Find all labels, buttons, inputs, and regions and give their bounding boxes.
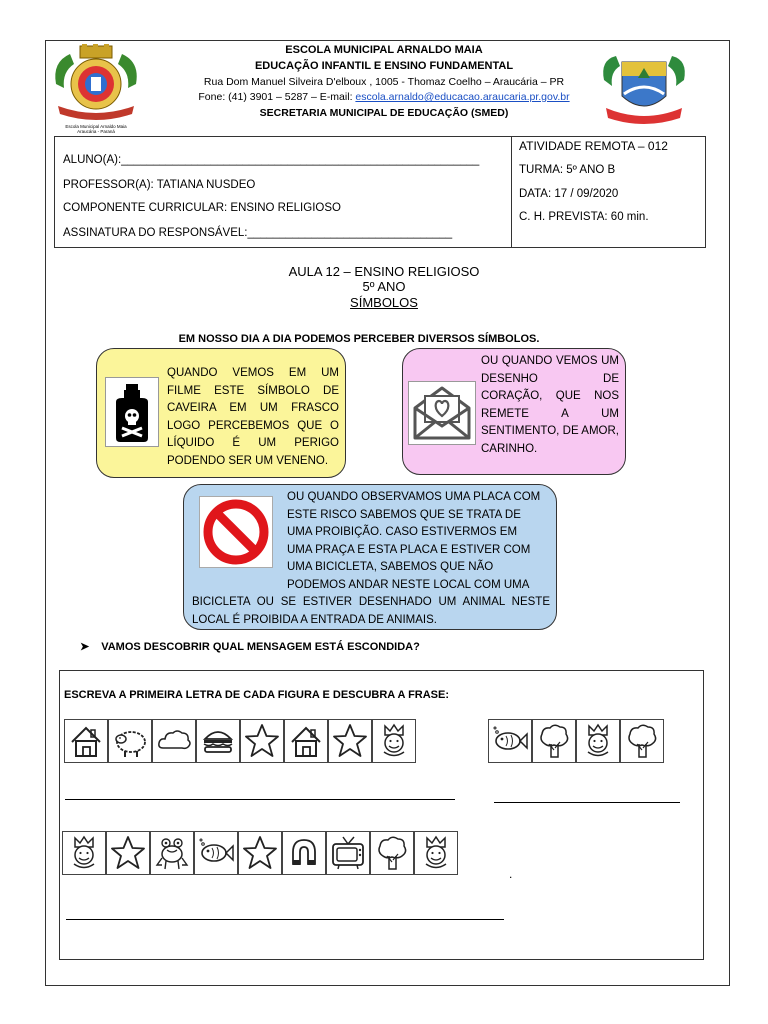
house-icon [64,719,108,763]
heart-envelope-icon [408,381,476,445]
question-text: VAMOS DESCOBRIR QUAL MENSAGEM ESTÁ ESCONDIDA? [101,641,420,653]
phone-text: Fone: (41) 3901 – 5287 – E-mail: [198,91,356,103]
answer-line-2[interactable] [494,802,680,803]
teacher-name: PROFESSOR(A): TATIANA NUSDEO [63,179,256,191]
arrow-bullet-icon: ➤ [80,641,90,653]
tree-icon [532,719,576,763]
curricular-component: COMPONENTE CURRICULAR: ENSINO RELIGIOSO [63,202,341,214]
fish-icon [488,719,532,763]
star-icon [240,719,284,763]
poison-symbol-card [96,348,346,478]
logo-caption-city: Araucária - Paraná [77,129,115,134]
king-icon [414,831,458,875]
hamburger-icon [196,719,240,763]
house-icon [284,719,328,763]
student-info-box [54,136,706,248]
guardian-signature-field[interactable]: ASSINATURA DO RESPONSÁVEL:________________________________ [63,227,453,239]
school-logo [48,44,144,134]
hidden-message-question [80,640,420,653]
sheep-icon [108,719,152,763]
logo-caption: Escola Municipal Arnaldo Maia [65,124,127,129]
heart-card-text: OU QUANDO VEMOS UM DESENHO DE CORAÇÃO, QUE NOS REMETE A UM SENTIMENTO, DE AMOR, CARINHO. [481,355,619,455]
prohibition-card-text-top: OU QUANDO OBSERVAMOS UMA PLACA COM ESTE RISCO SABEMOS QUE SE TRATA DE UMA PROIBIÇÃO. CASO ESTIVERMOS EM UMA PRAÇA E ESTA PLACA E ESTIVER COM UMA BICICLETA, SABEMOS QUE NÃO PODEMOS ANDAR NESTE LOCAL COM UMA [287,491,541,591]
answer-line-3[interactable] [66,919,504,920]
student-name-field[interactable]: ALUNO(A):________________________________________________________ [63,154,480,166]
school-level: EDUCAÇÃO INFANTIL E ENSINO FUNDAMENTAL [254,60,514,72]
tv-icon [326,831,370,875]
row-end-period: . [509,867,513,881]
tree-icon [620,719,664,763]
lesson-topic: SÍMBOLOS [350,295,418,310]
frog-icon [150,831,194,875]
email-link[interactable]: escola.arnaldo@educacao.araucaria.pr.gov.br [355,91,570,103]
star-icon [238,831,282,875]
answer-line-1[interactable] [65,799,455,800]
prohibition-symbol-card [183,484,557,630]
info-divider [511,137,512,247]
poison-card-text: QUANDO VEMOS EM UM FILME ESTE SÍMBOLO DE CAVEIRA EM UM FRASCO LOGO PERCEBEMOS QUE O LÍQUIDO É UM PERIGO PODENDO SER UM VENENO. [167,367,339,467]
activity-number: ATIVIDADE REMOTA – 012 [519,139,668,153]
puzzle-box [59,670,704,960]
lesson-title: AULA 12 – ENSINO RELIGIOSO [288,264,480,279]
school-address: Rua Dom Manuel Silveira D'elboux , 1005 - Thomaz Coelho – Araucária – PR [203,76,565,88]
puzzle-instruction: ESCREVA A PRIMEIRA LETRA DE CADA FIGURA E DESCUBRA A FRASE: [64,689,450,701]
expected-workload: C. H. PREVISTA: 60 min. [519,211,649,223]
lesson-intro: EM NOSSO DIA A DIA PODEMOS PERCEBER DIVERSOS SÍMBOLOS. [178,333,540,345]
cloud-icon [152,719,196,763]
school-name: ESCOLA MUNICIPAL ARNALDO MAIA [285,44,483,56]
activity-date: DATA: 17 / 09/2020 [519,188,619,200]
secretariat: SECRETARIA MUNICIPAL DE EDUCAÇÃO (SMED) [259,107,509,119]
poison-bottle-icon [105,377,159,447]
heart-symbol-card [402,348,626,475]
star-icon [106,831,150,875]
lesson-grade: 5º ANO [362,279,406,294]
fish-icon [194,831,238,875]
king-icon [372,719,416,763]
prohibition-sign-icon [199,496,273,568]
king-icon [576,719,620,763]
tree-icon [370,831,414,875]
class-group: TURMA: 5º ANO B [519,164,616,176]
prohibition-card-text: BICICLETA OU SE ESTIVER DESENHADO UM ANIMAL NESTE LOCAL É PROIBIDA A ENTRADA DE ANIMAIS. [192,596,550,626]
school-contact [0,91,768,104]
star-icon [328,719,372,763]
magnet-icon [282,831,326,875]
king-icon [62,831,106,875]
